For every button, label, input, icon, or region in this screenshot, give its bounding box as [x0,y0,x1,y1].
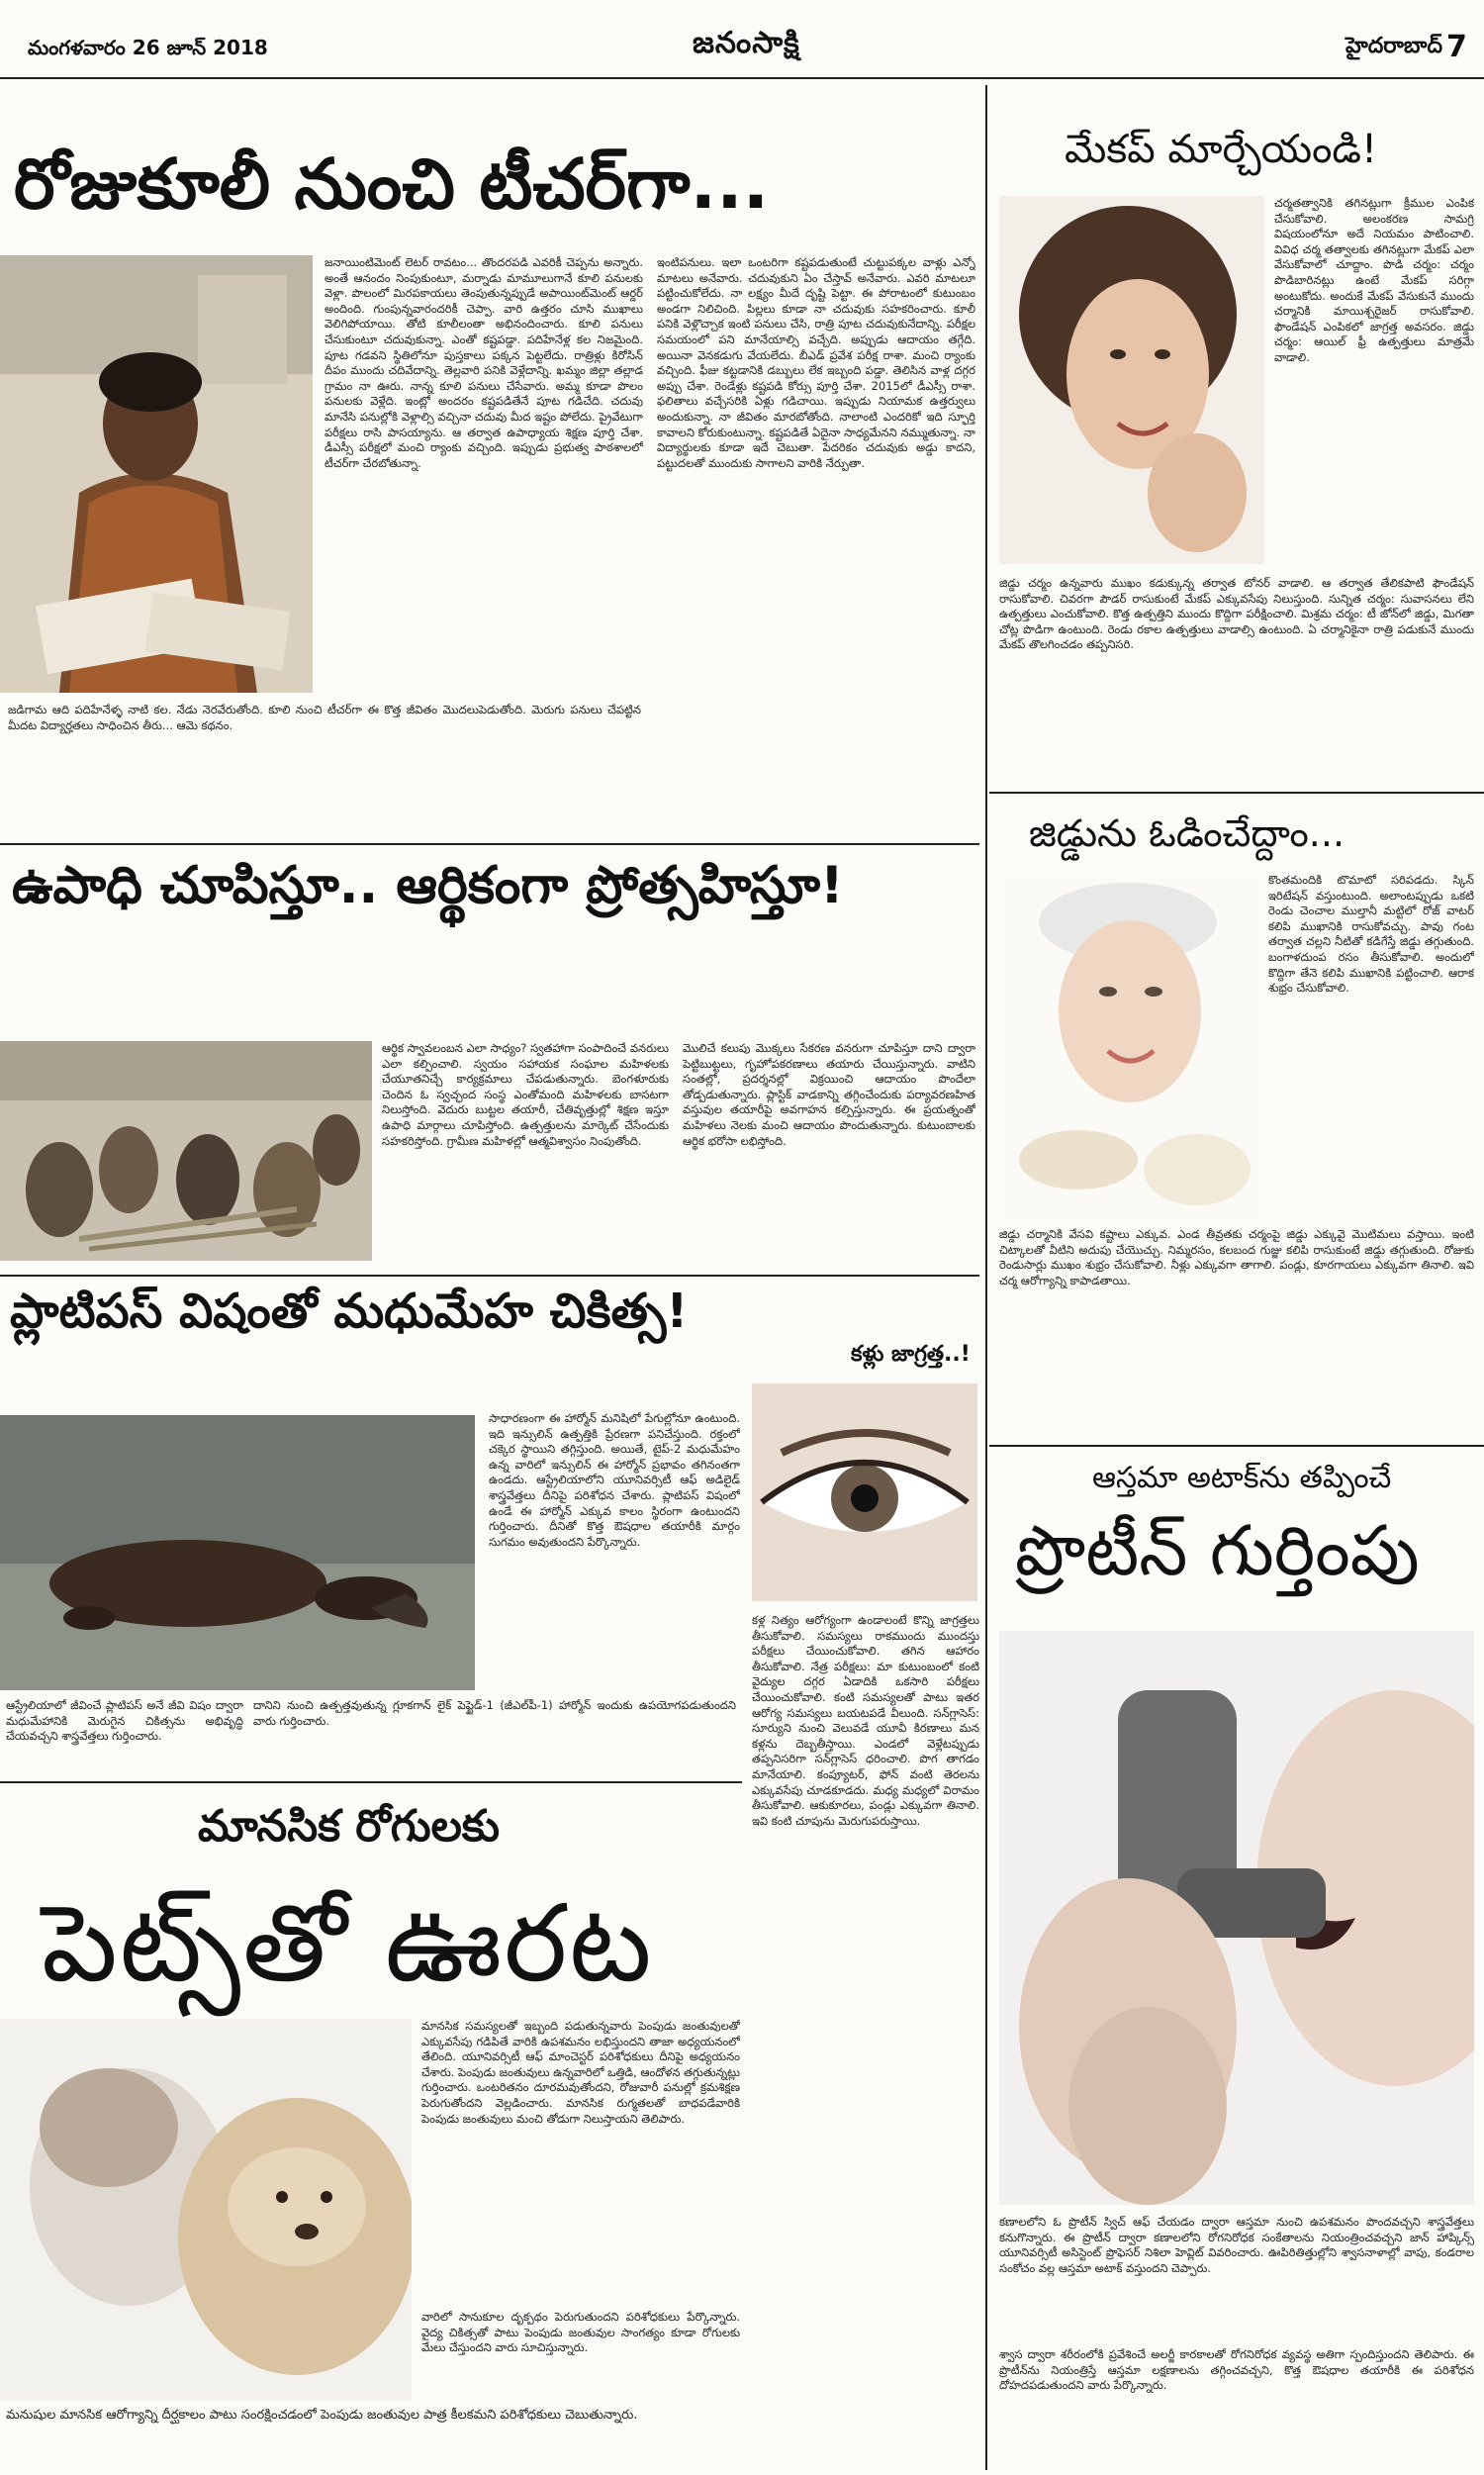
issue-date: మంగళవారం 26 జూన్ 2018 [28,36,268,59]
article2-col2: మొలిచే కలుపు మొక్కలు సేకరణ వనరుగా చూపిస్తూ దాని ద్వారా పెట్టిబుట్టలు, గృహోపకరణాలు తయారు చేయిస్తున్నారు. వాటిని సంతల్లో, ప్రదర్శనల్లో విక్రయించి ఆదాయం పొందేలా తోడ్పడుతున్నారు. ప్లాస్టిక్ వాడకాన్ని తగ్గించేందుకు పర్యావరణహిత వస్తువుల తయారీపై అవగాహన కల్పిస్తున్నారు. ఈ ప్రయత్నంతో మహిళలు నెలకు మంచి ఆదాయం పొందుతున్నారు. కుటుంబాలకు ఆర్థిక భరోసా లభిస్తోంది. [683,1041,975,1148]
article5-col: కళ్ల నిత్యం ఆరోగ్యంగా ఉండాలంటే కొన్ని జాగ్రత్తలు తీసుకోవాలి. సమస్యలు రాకముందు ముందస్తు పరీక్షలు చేయించుకోవాలి. తగిన ఆహారం తీసుకోవాలి. నేత్ర పరీక్షలు: మా కుటుంబంలో కంటి వైద్యుల దగ్గర ఏడాదికి ఒకసారి పరీక్షలు చేయించుకోవాలి. కంటి సమస్యలతో పాటు ఇతర ఆరోగ్య సమస్యలు బయటపడే వీలుంది. సన్‌గ్లాసెస్: సూర్యుని నుంచి వెలువడే యూవీ కిరణాలు మన కళ్లను దెబ్బతీస్తాయి. ఎండలో వెళ్లేటప్పుడు తప్పనిసరిగా సన్‌గ్లాసెస్ ధరించాలి. పొగ తాగడం మానేయాలి. కంప్యూటర్, ఫోన్ వంటి తెరలను ఎక్కువసేపు చూడకూడదు. మధ్య మధ్యలో విరామం తీసుకోవాలి. ఆకుకూరలు, పండ్లు ఎక్కువగా తినాలి. ఇవి కంటి చూపును మెరుగుపరుస్తాయి. [752,1613,979,1828]
teacher-photo [0,255,313,693]
divider [989,792,1484,794]
article4-col: మానసిక సమస్యలతో ఇబ్బంది పడుతున్నవారు పెంపుడు జంతువులతో ఎక్కువసేపు గడిపితే వారికి ఉపశమనం లభిస్తుందని తాజా అధ్యయనంలో తేలింది. యూనివర్సిటీ ఆఫ్ మాంచెస్టర్ పరిశోధకులు దీనిపై అధ్యయనం చేశారు. పెంపుడు జంతువులు ఉన్నవారిలో ఒత్తిడి, ఆందోళన తగ్గుతున్నట్లు గుర్తించారు. ఒంటరితనం దూరమవుతోందని, రోజువారీ పనుల్లో క్రమశిక్షణ పెరుగుతోందని వెల్లడించారు. మానసిక రుగ్మతలతో బాధపడేవారికి పెంపుడు జంతువులు మంచి తోడుగా నిలుస్తాయని తెలిపారు. [421,2019,740,2126]
divider [0,843,979,845]
article8-headline: ప్రొటీన్ గుర్తింపు [1015,1510,1420,1591]
article1-col1: జనాయింటిమెంట్ లెటర్ రావటం... తొందరపడి ఎవరికీ చెప్పను అన్నారు. అంతే ఆనందం నింపుకుంటూ, మర్నాడు మామూలుగానే కూలి పనులకు వెళ్లా. పొలంలో మిరపకాయలు తెంపుతున్నప్పుడే అపాయింట్‌మెంట్ ఆర్డర్ అందింది. గుంపున్నవారందరికీ చెప్పా. వారి ఉత్తరం చూసి ముఖాలు వెలిగిపోయాయి. తోటి కూలీలంతా అభినందించారు. కూలి పనులు చేసుకుంటూ చదువుకున్నా. ఎంతో కష్టపడ్డా. పదిహేనేళ్ల కల నిజమైంది. పూట గడవని స్థితిలోనూ పుస్తకాలు పక్కన పెట్టలేదు. రాత్రిళ్లు కిరోసిన్ దీపం ముందు చదివేదాన్ని. తెల్లవారి పనికి వెళ్లేదాన్ని. ఖమ్మం జిల్లా తల్లాడ గ్రామం నా ఊరు. నాన్న కూలి పనులు చేసేవారు. అమ్మ కూడా పొలం పనులకు వెళ్లేది. ఇంట్లో అందరం కష్టపడితేనే పూట గడిచేది. చదువు మానేసి పనుల్లోకి వెళ్లాల్సి వచ్చినా చదువు మీద ఇష్టం పోలేదు. ప్రైవేటుగా పరీక్షలు రాసి పాసయ్యాను. ఆ తర్వాత ఉపాధ్యాయ శిక్షణ పూర్తి చేశా. డీఎస్సీ పరీక్షలో మంచి ర్యాంకు వచ్చింది. ఇప్పుడు ప్రభుత్వ పాఠశాలలో టీచర్‌గా చేరబోతున్నా. [325,255,643,470]
article3-headline: ప్లాటిపస్ విషంతో మధుమేహ చికిత్స! [10,1284,689,1339]
women-workers-photo [0,1041,372,1261]
article5-kicker: కళ్లు జాగ్రత్త..! [851,1342,971,1367]
article4-kicker: మానసిక రోగులకు [198,1801,500,1852]
article1-col2: ఇంటిపనులు. ఇలా ఒంటరిగా కష్టపడుతుంటే చుట్టుపక్కల వాళ్లు ఎన్నో మాటలు అనేవారు. చదువుకుని ఏం చేస్తావ్ అనేవారు. ఎవరి మాటలూ పట్టించుకోలేదు. నా లక్ష్యం మీదే దృష్టి పెట్టా. ఈ పోరాటంలో కుటుంబం అండగా నిలిచింది. పిల్లలు కూడా నా చదువుకు సహకరించారు. కూలీ పనికి వెళ్లొచ్చాక ఇంటి పనులు చేసి, రాత్రి పూట చదువుకునేదాన్ని. పరీక్షల సమయంలో పని మానేయాల్సి వచ్చేది. అప్పుడు ఆదాయం తగ్గేది. అయినా వెనకడుగు వేయలేదు. బీఎడ్ ప్రవేశ పరీక్ష రాశా. మంచి ర్యాంకు వచ్చింది. ఫీజు కట్టడానికి డబ్బులు లేక ఇబ్బంది పడ్డా. తెలిసిన వాళ్ల దగ్గర అప్పు చేశా. రెండేళ్లు కష్టపడి కోర్సు పూర్తి చేశా. 2015లో డీఎస్సీ రాశా. ఫలితాలు వచ్చేసరికి ఏళ్లు గడిచాయి. ఇప్పుడు నియామక ఉత్తర్వులు అందుకున్నా. నా జీవితం మారబోతోంది. నాలాంటి ఎందరికో ఇది స్ఫూర్తి కావాలని కోరుకుంటున్నా. కష్టపడితే ఏదైనా సాధ్యమేనని నమ్ముతున్నా. నా విద్యార్థులకు కూడా ఇదే చెబుతా. పేదరికం చదువుకు అడ్డు కాదని, పట్టుదలతో ముందుకు సాగాలని వారికి నేర్పుతా. [657,255,975,470]
article2-col1: ఆర్థిక స్వావలంబన ఎలా సాధ్యం? స్వతహాగా సంపాదించే వనరులు ఎలా కల్పించాలి. స్వయం సహాయక సంఘాల మహిళలకు చేయూతనిచ్చే కార్యక్రమాలు చేపడుతున్నారు. బెంగళూరుకు చెందిన ఓ స్వచ్ఛంద సంస్థ ఎంతోమంది మహిళలకు బాసటగా నిలుస్తోంది. వెదురు బుట్టల తయారీ, చేతివృత్తుల్లో శిక్షణ ఇస్తూ ఉపాధి మార్గాలు చూపిస్తోంది. ఉత్పత్తులను మార్కెట్ చేసేందుకు సహకరిస్తోంది. గ్రామీణ మహిళల్లో ఆత్మవిశ్వాసం నింపుతోంది. [382,1041,669,1148]
article8-kicker: ఆస్తమా అటాక్‌ను తప్పించే [1092,1461,1392,1495]
article4-headline: పెట్స్‌తో ఊరట [42,1882,654,2006]
article3-caption2: దానిని నుంచి ఉత్పత్తవుతున్న గ్లూకగాన్ లైక్ పెప్టైడ్-1 (జీఎల్‌పీ-1) హార్మోన్ ఇందుకు ఉపయోగపడుతుందని వారు గుర్తించారు. [253,1698,736,1728]
article7-headline: జిడ్డును ఓడించేద్దాం... [1029,811,1345,855]
paper-logo: జనంసాక్షి [693,26,800,60]
edition-city: హైదరాబాద్ [1345,34,1442,58]
article2-headline: ఉపాధి చూపిస్తూ.. ఆర్థికంగా ప్రోత్సహిస్తూ! [12,856,844,915]
divider [0,1781,742,1783]
article6-col2: జిడ్డు చర్మం ఉన్నవారు ముఖం కడుక్కున్న తర్వాత టోనర్ వాడాలి. ఆ తర్వాత తేలికపాటి ఫౌండేషన్ రాసుకోవాలి. చివరగా పౌడర్ రాసుకుంటే మేకప్ ఎక్కువసేపు నిలుస్తుంది. సున్నిత చర్మం: సువాసనలు లేని ఉత్పత్తులు ఎంచుకోవాలి. కొత్త ఉత్పత్తిని ముందు కొద్దిగా పరీక్షించాలి. మిశ్రమ చర్మం: టీ జోన్‌లో జిడ్డు, మిగతా చోట్ల పొడిగా ఉంటుంది. రెండు రకాల ఉత్పత్తులు వాడాల్సి ఉంటుంది. ఏ చర్మానికైనా రాత్రి పడుకునే ముందు మేకప్ తొలగించడం తప్పనిసరి. [999,576,1474,652]
divider [985,85,987,2470]
pet-dog-photo [0,2019,412,2401]
platypus-photo [0,1415,475,1690]
inhaler-photo [999,1631,1474,2205]
page-header [0,0,1484,79]
article3-col: సాధారణంగా ఈ హార్మోన్ మనిషిలో పేగుల్లోనూ ఉంటుంది. ఇది ఇన్సులిన్ ఉత్పత్తికి ప్రేరణగా పనిచేస్తుంది. రక్తంలో చక్కెర స్థాయిని తగ్గిస్తుంది. అయితే, టైప్-2 మధుమేహం ఉన్న వారిలో ఇన్సులిన్ ఈ హార్మోన్ ప్రభావం తగినంతగా ఉండదు. ఆస్ట్రేలియాలోని యూనివర్సిటీ ఆఫ్ అడిలైడ్ శాస్త్రవేత్తలు దీనిపై పరిశోధన చేశారు. ప్లాటిపస్ విషంలో ఉండే ఈ హార్మోన్ ఎక్కువ కాలం స్థిరంగా ఉంటుందని గుర్తించారు. దీనితో కొత్త ఔషధాల తయారీకి మార్గం సుగమం అవుతుందని పేర్కొన్నారు. [489,1411,740,1549]
article6-col: చర్మతత్వానికి తగినట్లుగా క్రీముల ఎంపిక చేసుకోవాలి. అలంకరణ సామగ్రి విషయంలోనూ అదే నియమం పాటించాలి. వివిధ చర్మ తత్వాలకు తగినట్లుగా మేకప్ ఎలా వేసుకోవాలో చూద్దాం. పొడి చర్మం: చర్మం పొడిబారినట్లు ఉంటే మేకప్ సరిగ్గా అంటుకోదు. అందుకే మేకప్ వేసుకునే ముందు చర్మానికి మాయిశ్చరైజర్ రాసుకోవాలి. ఫౌండేషన్ ఎంపికలో జాగ్రత్త అవసరం. జిడ్డు చర్మం: ఆయిల్ ఫ్రీ ఉత్పత్తులు మాత్రమే వాడాలి. [1274,196,1474,364]
article8-col2: శ్వాస ద్వారా శరీరంలోకి ప్రవేశించే అలర్జీ కారకాలతో రోగనిరోధక వ్యవస్థ అతిగా స్పందిస్తుందని తెలిపారు. ఈ ప్రొటీన్‌ను నియంత్రిస్తే ఆస్తమా లక్షణాలను తగ్గించవచ్చని, కొత్త ఔషధాల తయారీకి ఈ పరిశోధన దోహదపడుతుందని వారు పేర్కొన్నారు. [999,2347,1474,2393]
article7-col: కొంతమందికి టొమాటో సరిపడదు. స్కిన్ ఇరిటేషన్ వస్తుంటుంది. అలాంటప్పుడు ఒకటి రెండు చెంచాల ముల్తానీ మట్టిలో రోజ్ వాటర్ కలిపి ముఖానికి రాసుకోవచ్చు. పావు గంట తర్వాత చల్లని నీటితో కడిగేస్తే జిడ్డు తగ్గుతుంది. బంగాళదుంప రసం తీసుకోవాలి. అందులో కొద్దిగా తేనె కలిపి ముఖానికి పట్టించాలి. ఆరాక శుభ్రం చేసుకోవాలి. [1268,873,1474,996]
article6-headline: మేకప్ మార్చేయండి! [1065,127,1378,172]
divider [0,1275,979,1277]
page-number: 7 [1446,30,1467,64]
eye-photo [752,1383,977,1601]
article7-col2: జిడ్డు చర్మానికి వేసవి కష్టాలు ఎక్కువ. ఎండ తీవ్రతకు చర్మంపై జిడ్డు ఎక్కువై మొటిమలు వస్తాయి. ఇంటి చిట్కాలతో వీటిని అదుపు చేయొచ్చు. నిమ్మరసం, కలబంద గుజ్జు కలిపి రాసుకుంటే జిడ్డు తగ్గుతుంది. రోజుకు రెండుసార్లు ముఖం శుభ్రం చేసుకోవాలి. నీళ్లు ఎక్కువగా తాగాలి. పండ్లు, కూరగాయలు ఎక్కువగా తినాలి. ఇవి చర్మ ఆరోగ్యాన్ని కాపాడతాయి. [999,1227,1474,1287]
article1-caption: జడిగామ ఆది పదిహేనేళ్ళ నాటి కల. నేడు నెరవేరుతోంది. కూలి నుంచి టీచర్‌గా ఈ కొత్త జీవితం మొదలుపెడుతోంది. మెరుగు పనులు చేపట్టిన మీదట విద్యార్హతలు సాధించిన తీరు... ఆమె కథనం. [8,703,641,732]
article1-headline: రోజుకూలీ నుంచి టీచర్‌గా... [14,143,770,225]
article4-col2: వారిలో సానుకూల దృక్పథం పెరుగుతుందని పరిశోధకులు పేర్కొన్నారు. వైద్య చికిత్సతో పాటు పెంపుడు జంతువుల సాంగత్యం కూడా రోగులకు మేలు చేస్తుందని వారు సూచిస్తున్నారు. [421,2310,740,2355]
article3-caption: ఆస్ట్రేలియాలో జీవించే ప్లాటిపస్ అనే జీవి విషం ద్వారా మధుమేహానికి మెరుగైన చికిత్సను అభివృద్ధి చేయవచ్చని శాస్త్రవేత్తలు గుర్తించారు. [6,1698,243,1744]
face-mask-photo [999,873,1258,1219]
divider [989,1445,1484,1447]
article8-col: కణాలలోని ఓ ప్రొటీన్ స్విచ్ ఆఫ్ చేయడం ద్వారా ఆస్తమా నుంచి ఉపశమనం పొందవచ్చని శాస్త్రవేత్తలు కనుగొన్నారు. ఈ ప్రొటీన్ ద్వారా కణాలలోని రోగనిరోధక సంకేతాలను నియంత్రించవచ్చని జాన్ హాప్కిన్స్ యూనివర్సిటీ అసిస్టెంట్ ప్రొఫెసర్ నిశిలా హెవ్లిట్ వివరించారు. ఊపిరితిత్తుల్లోని శ్వాసనాళాల్లో వాపు, కండరాల సంకోచం వల్ల ఆస్తమా అటాక్ వస్తుందని చెప్పారు. [999,2215,1474,2275]
makeup-woman-photo [999,196,1264,564]
article4-caption: మనుషుల మానసిక ఆరోగ్యాన్ని దీర్ఘకాలం పాటు సంరక్షించడంలో పెంపుడు జంతువుల పాత్ర కీలకమని పరిశోధకులు చెబుతున్నారు. [6,2408,638,2423]
